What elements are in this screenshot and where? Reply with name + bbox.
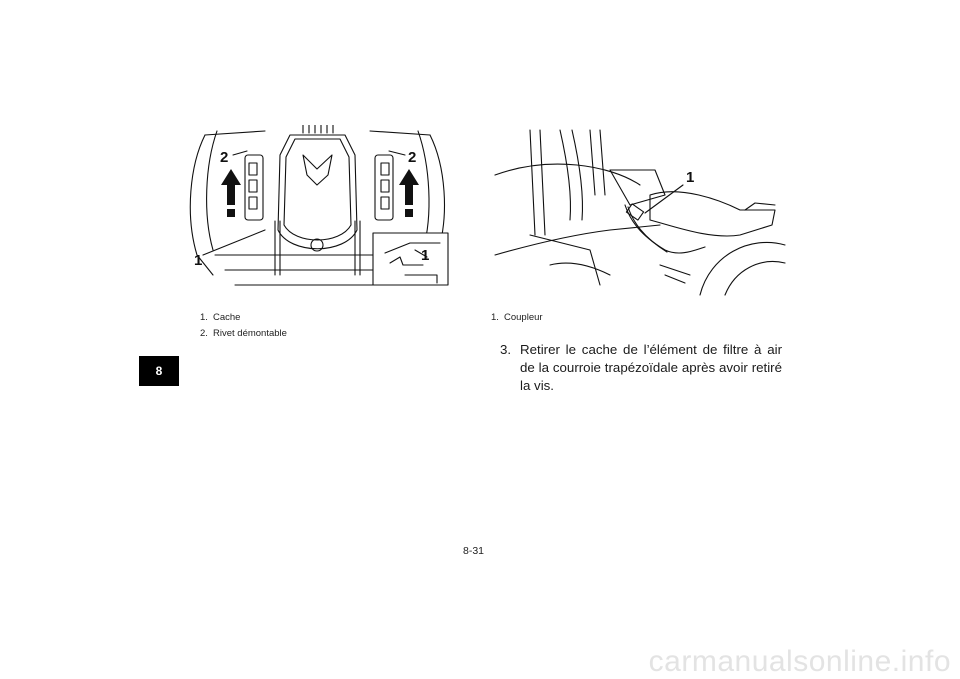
callout-2-left: 2 — [220, 149, 229, 166]
coupler-drawing — [490, 125, 790, 300]
legend-item — [491, 310, 543, 326]
step-number: 3. — [500, 342, 512, 357]
callout-1-left: 1 — [194, 252, 203, 269]
legend-left — [200, 310, 287, 342]
instruction-step — [500, 341, 782, 395]
callout-1-inset: 1 — [421, 247, 430, 264]
illustration-atv-front-cover — [175, 125, 460, 300]
legend-item — [200, 326, 287, 342]
legend-item-number: 1. — [200, 312, 208, 323]
legend-item-number: 2. — [200, 328, 208, 339]
legend-item-label: Cache — [213, 312, 241, 323]
legend-item — [200, 310, 287, 326]
legend-right — [491, 310, 543, 326]
atv-front-drawing — [175, 125, 460, 300]
chapter-number: 8 — [155, 364, 163, 378]
chapter-tab — [139, 356, 179, 386]
callout-2-right: 2 — [408, 149, 417, 166]
watermark: carmanualsonline.info — [648, 645, 951, 678]
step-text: Retirer le cache de l’élément de filtre à air de la courroie trapézoïdale après avoir retiré la vis. — [520, 342, 782, 393]
page-number: 8-31 — [463, 545, 485, 557]
legend-item-label: Rivet démontable — [213, 328, 287, 339]
callout-1: 1 — [686, 169, 695, 186]
legend-item-label: Coupleur — [504, 312, 543, 323]
illustration-coupler — [490, 125, 790, 300]
legend-item-number: 1. — [491, 312, 499, 323]
